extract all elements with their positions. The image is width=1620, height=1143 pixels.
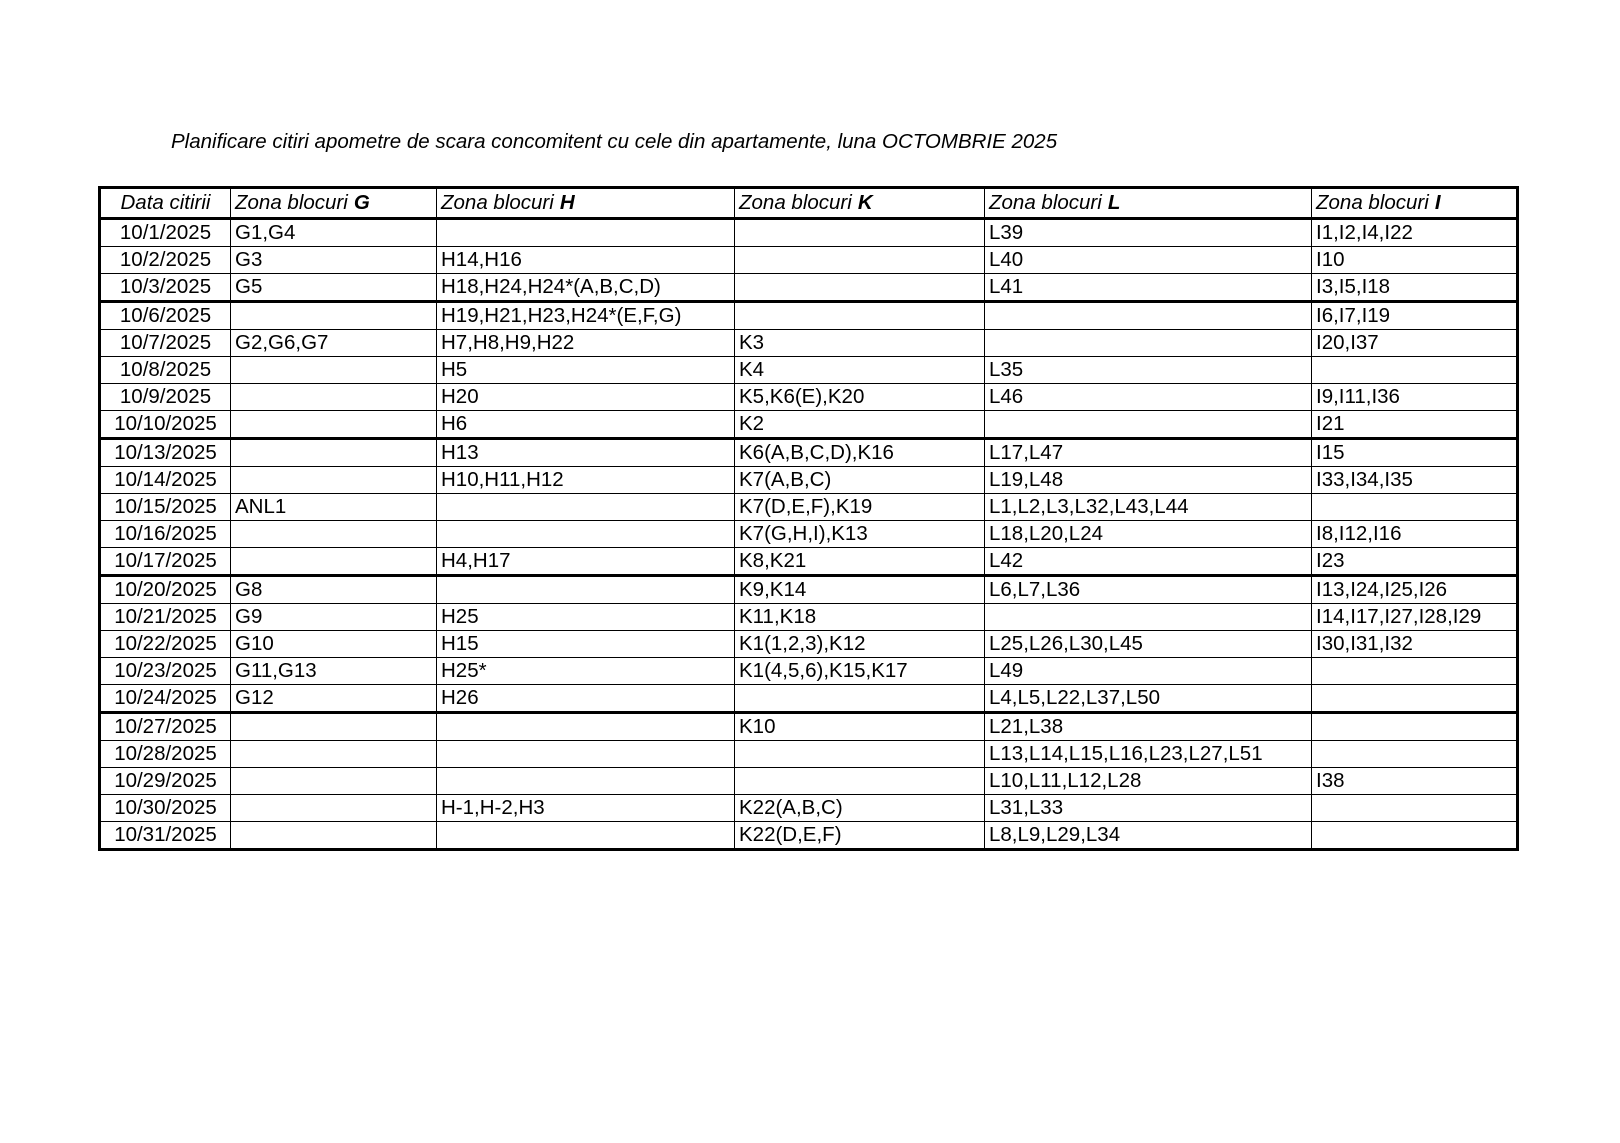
cell-zone-k: K4: [735, 357, 985, 384]
header-zone-l: Zona blocuri L: [985, 188, 1312, 219]
cell-zone-h: [437, 822, 735, 850]
cell-zone-l: L19,L48: [985, 467, 1312, 494]
cell-zone-h: H7,H8,H9,H22: [437, 330, 735, 357]
cell-zone-g: [231, 467, 437, 494]
cell-zone-k: [735, 741, 985, 768]
cell-date: 10/21/2025: [100, 604, 231, 631]
cell-zone-i: I21: [1312, 411, 1518, 439]
cell-zone-g: G5: [231, 274, 437, 302]
cell-zone-k: [735, 768, 985, 795]
cell-zone-g: [231, 795, 437, 822]
cell-zone-k: [735, 247, 985, 274]
cell-date: 10/10/2025: [100, 411, 231, 439]
cell-zone-i: I20,I37: [1312, 330, 1518, 357]
cell-zone-h: [437, 741, 735, 768]
cell-zone-g: [231, 357, 437, 384]
cell-zone-i: I3,I5,I18: [1312, 274, 1518, 302]
cell-zone-i: I9,I11,I36: [1312, 384, 1518, 411]
cell-zone-l: L10,L11,L12,L28: [985, 768, 1312, 795]
header-zone-g: Zona blocuri G: [231, 188, 437, 219]
cell-zone-h: H19,H21,H23,H24*(E,F,G): [437, 302, 735, 330]
cell-zone-k: K9,K14: [735, 576, 985, 604]
cell-date: 10/6/2025: [100, 302, 231, 330]
cell-zone-k: K6(A,B,C,D),K16: [735, 439, 985, 467]
cell-zone-i: I14,I17,I27,I28,I29: [1312, 604, 1518, 631]
table-row: [100, 521, 1518, 548]
cell-zone-g: G9: [231, 604, 437, 631]
cell-zone-l: L46: [985, 384, 1312, 411]
cell-date: 10/9/2025: [100, 384, 231, 411]
zone-letter: G: [353, 191, 370, 214]
cell-zone-k: K8,K21: [735, 548, 985, 576]
cell-zone-k: [735, 685, 985, 713]
cell-zone-g: [231, 439, 437, 467]
cell-zone-l: L6,L7,L36: [985, 576, 1312, 604]
cell-zone-l: L17,L47: [985, 439, 1312, 467]
cell-zone-k: [735, 219, 985, 247]
cell-zone-g: G1,G4: [231, 219, 437, 247]
cell-zone-g: ANL1: [231, 494, 437, 521]
cell-zone-k: K22(D,E,F): [735, 822, 985, 850]
cell-zone-l: L25,L26,L30,L45: [985, 631, 1312, 658]
cell-zone-h: [437, 576, 735, 604]
cell-zone-k: K7(A,B,C): [735, 467, 985, 494]
cell-zone-g: [231, 741, 437, 768]
table-row: [100, 604, 1518, 631]
cell-zone-l: L18,L20,L24: [985, 521, 1312, 548]
table-row: [100, 795, 1518, 822]
cell-zone-k: [735, 274, 985, 302]
cell-zone-h: H6: [437, 411, 735, 439]
cell-zone-i: I13,I24,I25,I26: [1312, 576, 1518, 604]
cell-zone-h: H13: [437, 439, 735, 467]
table-row: [100, 685, 1518, 713]
table-row: [100, 494, 1518, 521]
cell-zone-l: [985, 330, 1312, 357]
table-row: [100, 576, 1518, 604]
cell-zone-i: I1,I2,I4,I22: [1312, 219, 1518, 247]
cell-zone-k: K1(1,2,3),K12: [735, 631, 985, 658]
cell-zone-g: [231, 713, 437, 741]
cell-date: 10/16/2025: [100, 521, 231, 548]
cell-date: 10/3/2025: [100, 274, 231, 302]
table-body: [100, 219, 1518, 850]
cell-zone-h: H20: [437, 384, 735, 411]
cell-zone-i: I30,I31,I32: [1312, 631, 1518, 658]
cell-zone-g: [231, 548, 437, 576]
cell-zone-h: H-1,H-2,H3: [437, 795, 735, 822]
cell-zone-l: L40: [985, 247, 1312, 274]
table-row: [100, 822, 1518, 850]
cell-zone-i: I6,I7,I19: [1312, 302, 1518, 330]
cell-date: 10/20/2025: [100, 576, 231, 604]
cell-zone-l: L8,L9,L29,L34: [985, 822, 1312, 850]
cell-zone-g: G3: [231, 247, 437, 274]
cell-zone-g: [231, 768, 437, 795]
table-row: [100, 411, 1518, 439]
table-header-row: [100, 188, 1518, 219]
cell-date: 10/22/2025: [100, 631, 231, 658]
zone-letter: H: [559, 191, 575, 214]
cell-zone-h: H26: [437, 685, 735, 713]
document-title: Planificare citiri apometre de scara concomitent cu cele din apartamente, luna OCTOMBRIE 2025: [171, 130, 1058, 153]
cell-zone-g: [231, 384, 437, 411]
cell-zone-i: [1312, 494, 1518, 521]
cell-zone-g: G8: [231, 576, 437, 604]
cell-zone-h: H25: [437, 604, 735, 631]
cell-zone-h: [437, 219, 735, 247]
cell-zone-h: H10,H11,H12: [437, 467, 735, 494]
cell-zone-h: [437, 494, 735, 521]
cell-zone-l: L1,L2,L3,L32,L43,L44: [985, 494, 1312, 521]
table-row: [100, 658, 1518, 685]
table-row: [100, 439, 1518, 467]
zone-letter: L: [1107, 191, 1121, 214]
cell-zone-i: [1312, 741, 1518, 768]
header-date: Data citirii: [100, 188, 231, 219]
cell-zone-i: I15: [1312, 439, 1518, 467]
cell-date: 10/31/2025: [100, 822, 231, 850]
cell-zone-k: K1(4,5,6),K15,K17: [735, 658, 985, 685]
cell-zone-h: [437, 521, 735, 548]
cell-date: 10/2/2025: [100, 247, 231, 274]
cell-zone-g: [231, 822, 437, 850]
cell-zone-i: [1312, 357, 1518, 384]
cell-zone-h: [437, 713, 735, 741]
header-zone-k: Zona blocuri K: [735, 188, 985, 219]
cell-zone-k: K22(A,B,C): [735, 795, 985, 822]
cell-date: 10/13/2025: [100, 439, 231, 467]
header-zone-i: Zona blocuri I: [1312, 188, 1518, 219]
cell-zone-h: H14,H16: [437, 247, 735, 274]
cell-zone-k: K5,K6(E),K20: [735, 384, 985, 411]
reading-schedule-table: [98, 186, 1519, 851]
cell-zone-i: I23: [1312, 548, 1518, 576]
cell-zone-l: L42: [985, 548, 1312, 576]
cell-date: 10/29/2025: [100, 768, 231, 795]
cell-zone-k: K3: [735, 330, 985, 357]
cell-date: 10/17/2025: [100, 548, 231, 576]
cell-zone-h: H18,H24,H24*(A,B,C,D): [437, 274, 735, 302]
cell-date: 10/14/2025: [100, 467, 231, 494]
table-row: [100, 247, 1518, 274]
table-row: [100, 330, 1518, 357]
table-row: [100, 548, 1518, 576]
cell-zone-i: I33,I34,I35: [1312, 467, 1518, 494]
cell-zone-g: G2,G6,G7: [231, 330, 437, 357]
zone-letter: K: [857, 191, 873, 214]
cell-date: 10/30/2025: [100, 795, 231, 822]
table-row: [100, 274, 1518, 302]
cell-date: 10/8/2025: [100, 357, 231, 384]
cell-zone-i: [1312, 685, 1518, 713]
cell-zone-l: [985, 604, 1312, 631]
cell-zone-k: K7(G,H,I),K13: [735, 521, 985, 548]
cell-zone-i: I38: [1312, 768, 1518, 795]
cell-zone-h: H25*: [437, 658, 735, 685]
cell-zone-g: [231, 521, 437, 548]
cell-date: 10/7/2025: [100, 330, 231, 357]
cell-zone-g: G10: [231, 631, 437, 658]
cell-zone-l: [985, 302, 1312, 330]
table-row: [100, 713, 1518, 741]
table-row: [100, 357, 1518, 384]
cell-zone-k: K2: [735, 411, 985, 439]
cell-zone-i: [1312, 795, 1518, 822]
table-row: [100, 768, 1518, 795]
cell-date: 10/28/2025: [100, 741, 231, 768]
cell-zone-l: L4,L5,L22,L37,L50: [985, 685, 1312, 713]
cell-zone-l: L49: [985, 658, 1312, 685]
cell-zone-h: [437, 768, 735, 795]
cell-zone-l: L41: [985, 274, 1312, 302]
cell-zone-k: K7(D,E,F),K19: [735, 494, 985, 521]
cell-zone-h: H15: [437, 631, 735, 658]
cell-date: 10/23/2025: [100, 658, 231, 685]
table-row: [100, 631, 1518, 658]
table-row: [100, 741, 1518, 768]
cell-zone-i: I10: [1312, 247, 1518, 274]
cell-zone-h: H4,H17: [437, 548, 735, 576]
cell-zone-i: [1312, 822, 1518, 850]
cell-zone-i: [1312, 713, 1518, 741]
cell-zone-l: L13,L14,L15,L16,L23,L27,L51: [985, 741, 1312, 768]
cell-date: 10/15/2025: [100, 494, 231, 521]
zone-letter: I: [1434, 191, 1441, 214]
cell-zone-g: G11,G13: [231, 658, 437, 685]
cell-zone-i: [1312, 658, 1518, 685]
cell-zone-l: L35: [985, 357, 1312, 384]
table-row: [100, 467, 1518, 494]
cell-zone-l: L21,L38: [985, 713, 1312, 741]
cell-zone-g: [231, 411, 437, 439]
cell-zone-l: L39: [985, 219, 1312, 247]
cell-zone-l: L31,L33: [985, 795, 1312, 822]
cell-zone-k: K10: [735, 713, 985, 741]
cell-date: 10/1/2025: [100, 219, 231, 247]
cell-zone-i: I8,I12,I16: [1312, 521, 1518, 548]
cell-zone-k: [735, 302, 985, 330]
table-row: [100, 219, 1518, 247]
cell-zone-g: [231, 302, 437, 330]
header-zone-h: Zona blocuri H: [437, 188, 735, 219]
cell-zone-g: G12: [231, 685, 437, 713]
cell-zone-h: H5: [437, 357, 735, 384]
cell-date: 10/27/2025: [100, 713, 231, 741]
cell-zone-k: K11,K18: [735, 604, 985, 631]
cell-date: 10/24/2025: [100, 685, 231, 713]
table-row: [100, 302, 1518, 330]
cell-zone-l: [985, 411, 1312, 439]
table-row: [100, 384, 1518, 411]
